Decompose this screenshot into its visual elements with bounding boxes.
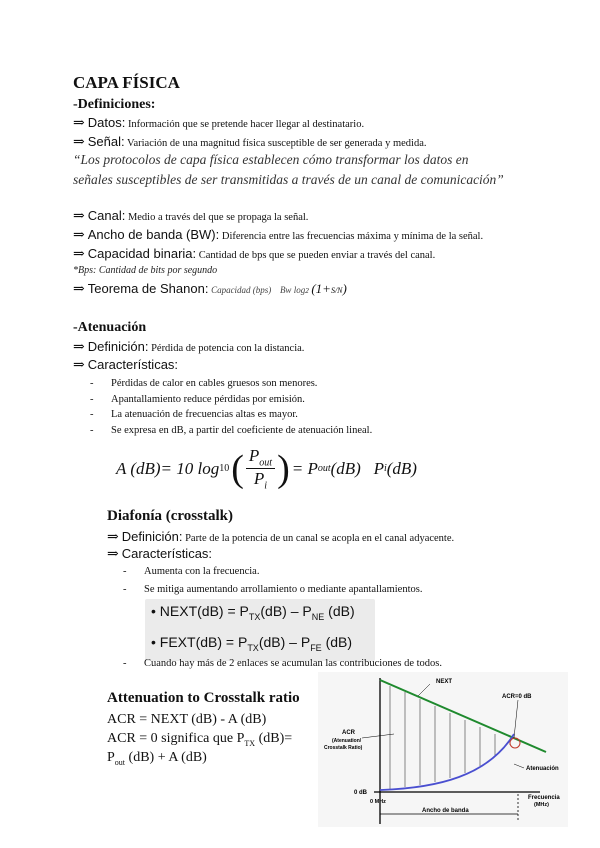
diaf-caracteristicas — [107, 546, 212, 563]
crosstalk-equations — [145, 599, 375, 661]
formula-lhs: A (dB)= 10 log — [116, 458, 220, 478]
arrow-icon: ⇒ — [73, 340, 85, 355]
acr-chart — [318, 672, 568, 827]
acr-heading: Attenuation to Crosstalk ratio — [107, 690, 300, 706]
arrow-icon: ⇒ — [73, 358, 85, 373]
list-item: - Se expresa en dB, a partir del coeficiente de atenuación lineal. — [83, 423, 372, 439]
quote-line-2: señales susceptibles de ser transmitidas a través de un canal de comunicación” — [73, 172, 504, 187]
fext-equation: • FEXT(dB) = $P_{TX}(dB) - P_{FE}$ (dB) — [151, 633, 353, 653]
acr-line-1: ACR = NEXT (dB) - A (dB) — [107, 712, 267, 727]
page-title: CAPA FÍSICA — [73, 73, 180, 92]
def-datos — [73, 115, 364, 132]
acr-line-3: $P_{out}$ (dB) + A (dB) — [107, 750, 207, 767]
arrow-icon: ⇒ — [73, 135, 85, 150]
ancho-text: Diferencia entre las frecuencias máxima y mínima de la señal. — [221, 231, 484, 242]
aten-car-label: Características: — [87, 357, 179, 372]
shannon-label: Teorema de Shanon: — [87, 281, 209, 296]
formula-rhs: = P — [291, 458, 318, 478]
arrow-icon: ⇒ — [73, 209, 85, 224]
list-item: - Cuando hay más de 2 enlaces se acumulan las contribuciones de todos. — [116, 656, 442, 672]
diaf-def-label: Definición: — [121, 529, 183, 544]
acr-line-2: ACR = 0 significa que $P_{TX}$ (dB)= — [107, 731, 293, 748]
shannon-formula-right: Bw log — [279, 285, 306, 295]
aten-def-label: Definición: — [87, 339, 149, 354]
atenuacion-heading: -Atenuación — [73, 320, 147, 335]
arrow-icon: ⇒ — [107, 547, 119, 562]
aten-caracteristicas — [73, 357, 178, 374]
label-ancho-banda: Ancho de banda — [422, 808, 469, 814]
datos-text: Información que se pretende hacer llegar al destinatario. — [127, 119, 365, 130]
aten-definicion — [73, 339, 304, 356]
label-atenuacion: Atenuación — [526, 766, 559, 772]
list-item: - Se mitiga aumentando arrollamiento o mediante apantallamientos. — [116, 582, 422, 598]
diaf-def-text: Parte de la potencia de un canal se acopla en el canal adyacente. — [185, 533, 455, 544]
shannon-formula-left: Capacidad (bps) — [211, 285, 272, 295]
ancho-label: Ancho de banda (BW): — [87, 227, 220, 242]
label-mhz: (MHz) — [534, 802, 549, 808]
arrow-icon: ⇒ — [73, 247, 85, 262]
diaf-list-2 — [116, 656, 442, 672]
definiciones-heading: -Definiciones: — [73, 97, 156, 112]
diafonia-heading: Diafonía (crosstalk) — [107, 508, 233, 524]
shannon-paren: (1+S/N) — [311, 281, 347, 296]
label-acr-sub2: Crosstalk Ratio) — [324, 745, 363, 751]
def-capacidad — [73, 246, 435, 263]
list-item: - Pérdidas de calor en cables gruesos son menores. — [83, 376, 372, 392]
formula-fraction: $P_{out}$ $P_i$ — [246, 446, 275, 492]
def-senal — [73, 134, 426, 151]
attenuation-formula: A (dB)= 10 log 10 ( $P_{out}$ $P_i$ ) = P out (dB) P i (dB) — [116, 446, 417, 492]
senal-label: Señal: — [87, 134, 125, 149]
arrow-icon: ⇒ — [73, 282, 85, 297]
quote-line-1: “Los protocolos de capa física establecen cómo transformar los datos en — [73, 152, 469, 167]
diaf-car-label: Características: — [121, 546, 213, 561]
label-acr: ACR — [342, 730, 355, 736]
aten-def-text: Pérdida de potencia con la distancia. — [151, 343, 305, 354]
canal-label: Canal: — [87, 208, 126, 223]
label-0mhz: 0 MHz — [370, 799, 386, 805]
diaf-list — [116, 564, 422, 597]
label-next: NEXT — [436, 679, 453, 685]
next-equation: • NEXT(dB) = $P_{TX}(dB) - P_{NE}$ (dB) — [151, 603, 355, 622]
canal-text: Medio a través del que se propaga la señal. — [127, 212, 309, 223]
capacidad-label: Capacidad binaria: — [87, 246, 197, 261]
list-item: - Aumenta con la frecuencia. — [116, 564, 422, 580]
def-ancho — [73, 227, 483, 244]
label-frecuencia: Frecuencia — [528, 795, 560, 801]
list-item: - La atenuación de frecuencias altas es mayor. — [83, 407, 372, 423]
def-canal — [73, 208, 308, 225]
capacidad-text: Cantidad de bps que se pueden enviar a través del canal. — [198, 250, 436, 261]
def-shannon: ⇒ Teorema de Shanon: Capacidad (bps) Bw log2 (1+S/N) — [73, 281, 347, 297]
label-acr-sub1: (Atenuation/ — [332, 738, 362, 744]
datos-label: Datos: — [87, 115, 126, 130]
senal-text: Variación de una magnitud física susceptible de ser generada y medida. — [127, 138, 427, 149]
label-0db: 0 dB — [354, 790, 368, 796]
label-acr0: ACR=0 dB — [502, 694, 532, 700]
arrow-icon: ⇒ — [73, 228, 85, 243]
bps-note: *Bps: Cantidad de bits por segundo — [73, 265, 218, 276]
arrow-icon: ⇒ — [107, 530, 119, 545]
aten-list — [83, 376, 372, 438]
arrow-icon: ⇒ — [73, 116, 85, 131]
list-item: - Apantallamiento reduce pérdidas por emisión. — [83, 392, 372, 408]
diaf-definicion — [107, 529, 454, 546]
formula-base: 10 — [219, 463, 230, 475]
